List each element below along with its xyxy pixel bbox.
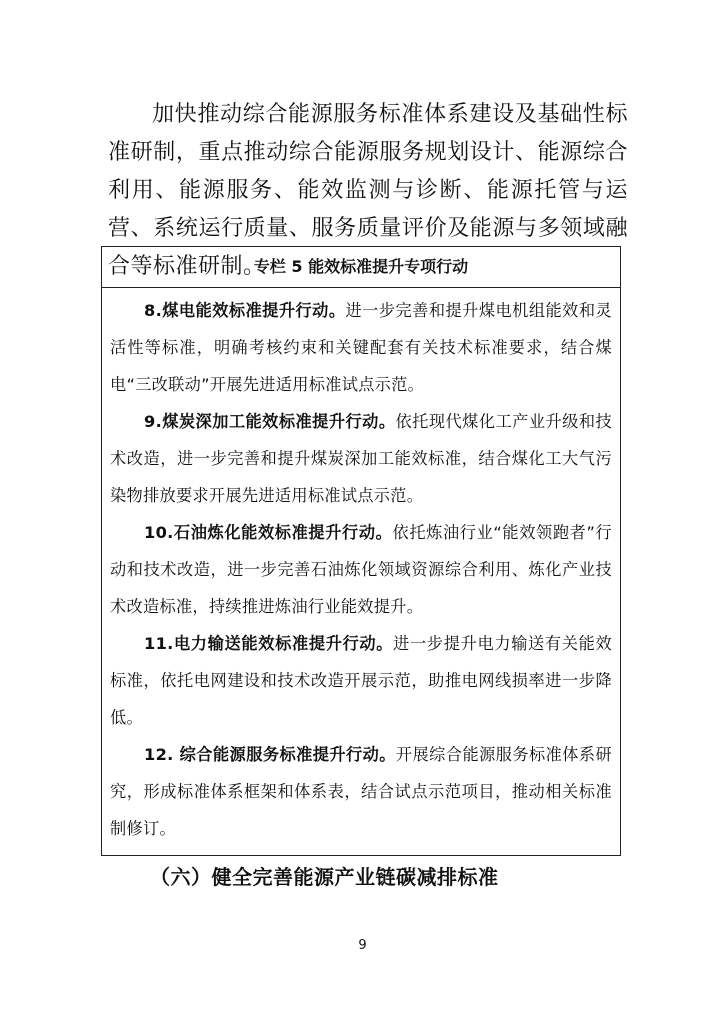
special-column-box xyxy=(101,246,621,856)
intro-paragraph: 加快推动综合能源服务标准体系建设及基础性标准研制，重点推动综合能源服务规划设计、能源综合利用、能源服务、能效监测与诊断、能源托管与运营、系统运行质量、服务质量评价及能源与多领域融合等标准研制。 xyxy=(108,102,628,279)
action-item-10-text: 依托炼油行业“能效领跑者”行动和技术改造，进一步完善石油炼化领域资源综合利用、炼化产业技术改造标准，持续推进炼油行业能效提升。 xyxy=(110,523,612,616)
action-item-9 xyxy=(110,403,612,514)
action-item-12-text: 开展综合能源服务标准体系研究，形成标准体系框架和体系表，结合试点示范项目，推动相关标准制修订。 xyxy=(110,745,612,838)
action-item-11 xyxy=(110,625,612,736)
action-item-10 xyxy=(110,514,612,625)
box-body xyxy=(102,288,620,847)
action-item-8-text: 进一步完善和提升煤电机组能效和灵活性等标准，明确考核约束和关键配套有关技术标准要求，结合煤电“三改联动”开展先进适用标准试点示范。 xyxy=(110,301,612,394)
action-item-12 xyxy=(110,736,612,847)
action-item-11-lead: 11.电力输送能效标准提升行动。 xyxy=(144,634,394,653)
section-heading: （六）健全完善能源产业链碳减排标准 xyxy=(150,865,499,889)
page-number: 9 xyxy=(358,938,367,953)
action-item-8 xyxy=(110,292,612,403)
action-item-9-text: 依托现代煤化工产业升级和技术改造，进一步完善和提升煤炭深加工能效标准，结合煤化工大气污染物排放要求开展先进适用标准试点示范。 xyxy=(110,412,612,505)
action-item-8-lead: 8.煤电能效标准提升行动。 xyxy=(144,301,346,320)
action-item-9-lead: 9.煤炭深加工能效标准提升行动。 xyxy=(144,412,396,431)
action-item-11-text: 进一步提升电力输送有关能效标准，依托电网建设和技术改造开展示范，助推电网线损率进一步降低。 xyxy=(110,634,612,727)
box-title: 专栏 5 能效标准提升专项行动 xyxy=(102,247,620,288)
action-item-12-lead: 12. 综合能源服务标准提升行动。 xyxy=(144,745,396,764)
action-item-10-lead: 10.石油炼化能效标准提升行动。 xyxy=(144,523,393,542)
